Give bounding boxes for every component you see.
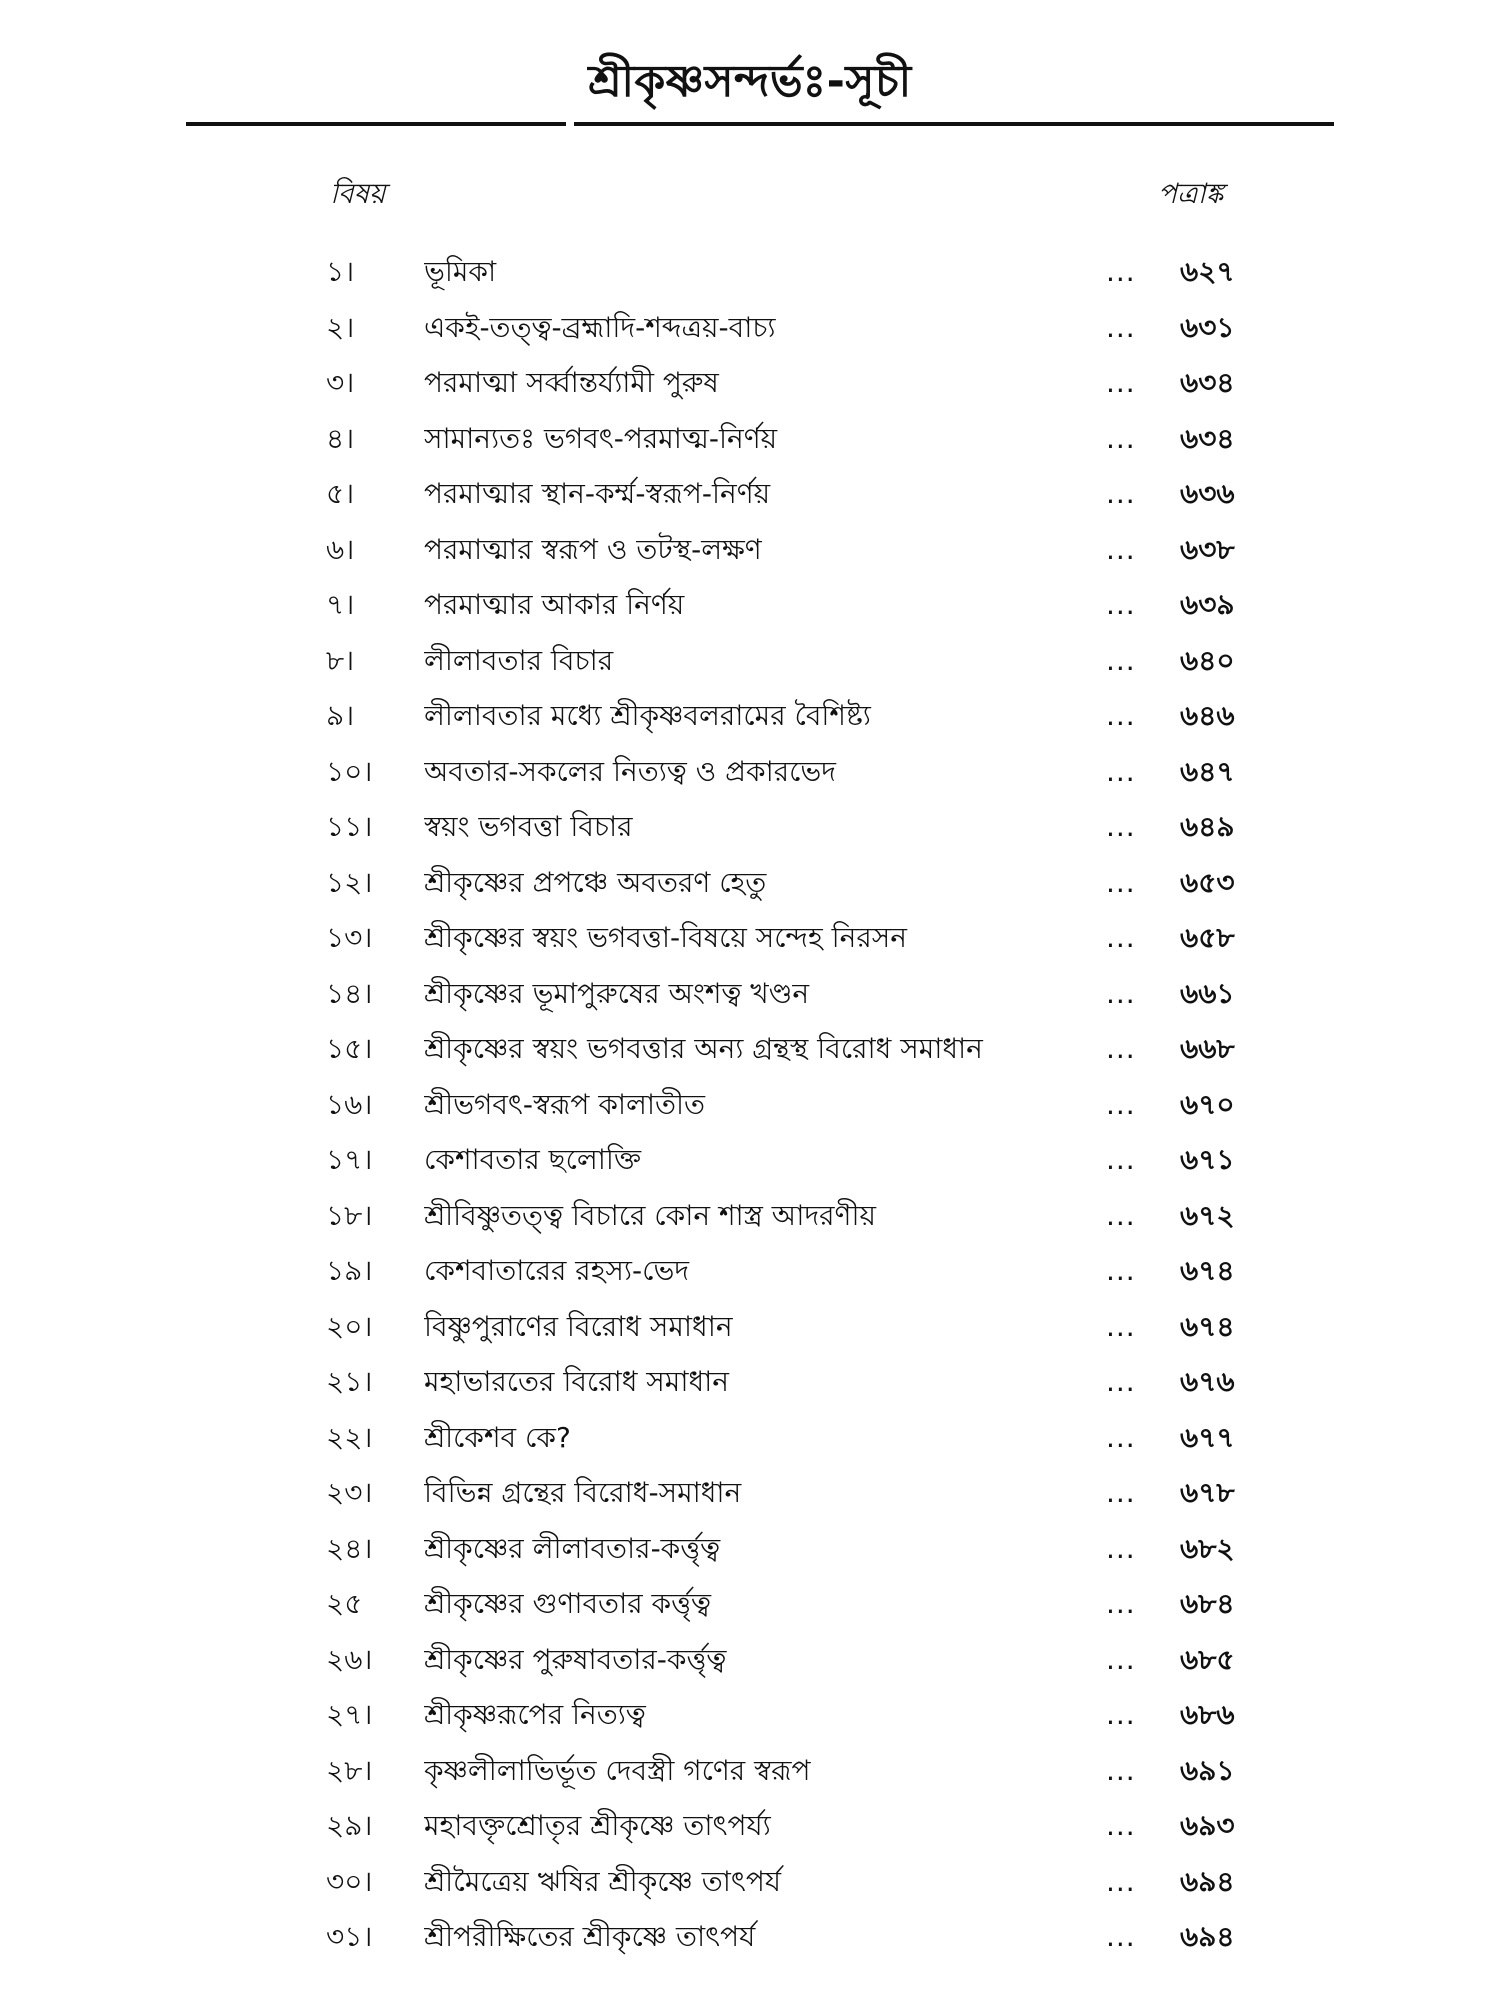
entry-title: শ্রীকৃষ্ণের ভূমাপুরুষের অংশত্ব খণ্ডন: [424, 976, 810, 1010]
entry-title: পরমাত্মার স্থান-কর্ম্ম-স্বরূপ-নির্ণয়: [424, 477, 771, 510]
entry-page-number: ৬৮২: [1180, 1531, 1235, 1565]
entry-page-number: ৬৩৮: [1180, 532, 1235, 566]
entry-number: ২২।: [326, 1420, 373, 1454]
entry-number: ১৮।: [326, 1198, 373, 1232]
entry-number: ১০।: [326, 754, 373, 788]
entry-leader-dots: ...: [1106, 1198, 1136, 1232]
entry-page-number: ৬৭২: [1180, 1198, 1235, 1232]
entry-number: ৬।: [326, 532, 355, 566]
list-item: [0, 363, 1500, 419]
entry-page-number: ৬৪৬: [1180, 699, 1235, 732]
entry-number: ২১।: [326, 1365, 373, 1398]
entry-page-number: ৬৫৩: [1180, 865, 1235, 899]
list-item: [0, 1307, 1500, 1363]
entry-title: শ্রীমৈত্রেয় ঋষির শ্রীকৃষ্ণে তাৎপর্য: [424, 1864, 781, 1898]
entry-title: শ্রীবিষ্ণুতত্ত্ব বিচারে কোন শাস্ত্র আদরণীয়: [424, 1198, 876, 1232]
entry-page-number: ৬৭১: [1180, 1143, 1235, 1176]
list-item: [0, 308, 1500, 364]
entry-leader-dots: ...: [1106, 477, 1136, 510]
title-rule-right: [574, 122, 1334, 126]
entry-page-number: ৬৮৪: [1180, 1587, 1235, 1620]
entry-number: ১৫।: [326, 1032, 373, 1065]
entry-leader-dots: ...: [1106, 1420, 1136, 1454]
list-item: [0, 752, 1500, 808]
entry-page-number: ৬৭৪: [1180, 1309, 1235, 1343]
entry-number: ১২।: [326, 865, 373, 899]
entry-leader-dots: ...: [1106, 810, 1136, 843]
entry-number: ১।: [326, 255, 355, 288]
entry-page-number: ৬৩৯: [1180, 588, 1235, 621]
entry-number: ১৪।: [326, 976, 373, 1010]
column-header-subject: বিষয়: [330, 177, 386, 210]
entry-leader-dots: ...: [1106, 1809, 1136, 1842]
page-title: শ্রীকৃষ্ণসন্দর্ভঃ-সূচী: [588, 56, 912, 107]
list-item: [0, 474, 1500, 530]
list-item: [0, 1029, 1500, 1085]
entry-number: ২৪।: [326, 1531, 373, 1565]
entry-number: ২৭।: [326, 1698, 373, 1731]
list-item: [0, 1140, 1500, 1196]
entry-page-number: ৬৪৯: [1180, 810, 1235, 843]
entry-number: ২।: [326, 310, 355, 344]
entry-number: ২৯।: [326, 1809, 373, 1842]
entry-leader-dots: ...: [1106, 1587, 1136, 1620]
entry-title: পরমাত্মার আকার নির্ণয়: [424, 588, 685, 621]
entry-page-number: ৬৮৫: [1180, 1642, 1235, 1676]
entry-title: শ্রীপরীক্ষিতের শ্রীকৃষ্ণে তাৎপর্য: [424, 1920, 756, 1953]
entry-page-number: ৬৩১: [1180, 310, 1235, 344]
entry-title: শ্রীকৃষ্ণের স্বয়ং ভগবত্তা-বিষয়ে সন্দেহ নিরসন: [424, 921, 907, 954]
entry-leader-dots: ...: [1106, 588, 1136, 621]
list-item: [0, 1529, 1500, 1585]
entry-leader-dots: ...: [1106, 1864, 1136, 1898]
entry-title: শ্রীকৃষ্ণের পুরুষাবতার-কর্ত্তৃত্ব: [424, 1642, 727, 1676]
entry-number: ৭।: [326, 588, 355, 621]
list-item: [0, 1806, 1500, 1862]
entry-title: মহাভারতের বিরোধ সমাধান: [424, 1365, 729, 1398]
list-item: [0, 863, 1500, 919]
entry-title: শ্রীকৃষ্ণের গুণাবতার কর্ত্তৃত্ব: [424, 1587, 712, 1620]
entry-leader-dots: ...: [1106, 1476, 1136, 1509]
list-item: [0, 641, 1500, 697]
entry-page-number: ৬৭৮: [1180, 1476, 1235, 1509]
list-item: [0, 1473, 1500, 1529]
entry-number: ২০।: [326, 1309, 373, 1343]
entry-title: কৃষ্ণলীলাভির্ভূত দেবস্ত্রী গণের স্বরূপ: [424, 1753, 811, 1787]
list-item: [0, 1085, 1500, 1141]
list-item: [0, 918, 1500, 974]
entry-title: কেশাবতার ছলোক্তি: [424, 1143, 642, 1176]
list-item: [0, 1695, 1500, 1751]
entry-number: ৯।: [326, 699, 355, 732]
entry-page-number: ৬৯৩: [1180, 1809, 1235, 1842]
entry-number: ১৭।: [326, 1143, 373, 1176]
entry-title: পরমাত্মার স্বরূপ ও তটস্থ-লক্ষণ: [424, 532, 762, 566]
entry-number: ৮।: [326, 643, 355, 677]
entry-number: ৫।: [326, 477, 355, 510]
entry-leader-dots: ...: [1106, 1365, 1136, 1398]
list-item: [0, 530, 1500, 586]
entry-number: ২৮।: [326, 1753, 373, 1787]
entry-leader-dots: ...: [1106, 1531, 1136, 1565]
entry-leader-dots: ...: [1106, 255, 1136, 288]
list-item: [0, 1196, 1500, 1252]
entry-page-number: ৬৯৪: [1180, 1864, 1235, 1898]
list-item: [0, 1917, 1500, 1973]
list-item: [0, 1862, 1500, 1918]
entry-leader-dots: ...: [1106, 1254, 1136, 1287]
entry-leader-dots: ...: [1106, 1698, 1136, 1731]
entry-leader-dots: ...: [1106, 754, 1136, 788]
entry-number: ২৫: [326, 1587, 363, 1620]
list-item: [0, 585, 1500, 641]
entry-page-number: ৬৩৪: [1180, 421, 1235, 455]
list-item: [0, 807, 1500, 863]
entry-leader-dots: ...: [1106, 532, 1136, 566]
entry-title: একই-তত্ত্ব-ব্রহ্মাদি-শব্দত্রয়-বাচ্য: [424, 310, 776, 344]
entry-page-number: ৬৩৬: [1180, 477, 1235, 510]
entry-page-number: ৬৭০: [1180, 1087, 1235, 1121]
entry-leader-dots: ...: [1106, 421, 1136, 455]
entry-title: পরমাত্মা সর্ব্বান্তর্য্যামী পুরুষ: [424, 366, 719, 399]
list-item: [0, 1251, 1500, 1307]
entry-title: কেশবাতারের রহস্য-ভেদ: [424, 1254, 690, 1287]
entry-leader-dots: ...: [1106, 310, 1136, 344]
entry-page-number: ৬৭৬: [1180, 1365, 1235, 1398]
entry-leader-dots: ...: [1106, 1143, 1136, 1176]
list-item: [0, 1751, 1500, 1807]
entry-title: শ্রীকৃষ্ণের লীলাবতার-কর্ত্তৃত্ব: [424, 1531, 721, 1565]
entry-leader-dots: ...: [1106, 643, 1136, 677]
entry-number: ৩।: [326, 366, 355, 399]
entry-number: ৩০।: [326, 1864, 373, 1898]
entry-number: ২৬।: [326, 1642, 373, 1676]
entry-number: ৩১।: [326, 1920, 373, 1953]
entry-page-number: ৬৯১: [1180, 1753, 1235, 1787]
entry-leader-dots: ...: [1106, 1920, 1136, 1953]
list-item: [0, 974, 1500, 1030]
entry-title: শ্রীভগবৎ-স্বরূপ কালাতীত: [424, 1087, 706, 1121]
entry-page-number: ৬৭৭: [1180, 1420, 1235, 1454]
list-item: [0, 1640, 1500, 1696]
entry-page-number: ৬৫৮: [1180, 921, 1235, 954]
entry-page-number: ৬৭৪: [1180, 1254, 1235, 1287]
entry-title: সামান্যতঃ ভগবৎ-পরমাত্ম-নির্ণয়: [424, 421, 778, 455]
entry-page-number: ৬৮৬: [1180, 1698, 1235, 1731]
entry-page-number: ৬৪০: [1180, 643, 1235, 677]
entry-title: শ্রীকেশব কে?: [424, 1420, 571, 1454]
entry-leader-dots: ...: [1106, 1032, 1136, 1065]
title-rule-left: [186, 122, 566, 126]
entry-page-number: ৬৬৮: [1180, 1032, 1235, 1065]
entry-title: মহাবক্তৃশ্রোতৃর শ্রীকৃষ্ণে তাৎপর্য্য: [424, 1809, 771, 1842]
list-item: [0, 252, 1500, 308]
column-header-page: পত্রাঙ্ক: [1158, 177, 1224, 210]
entry-title: শ্রীকৃষ্ণরূপের নিত্যত্ব: [424, 1698, 646, 1731]
entry-title: বিভিন্ন গ্রন্থের বিরোধ-সমাধান: [424, 1476, 742, 1509]
entry-page-number: ৬৪৭: [1180, 754, 1235, 788]
entry-number: ২৩।: [326, 1476, 373, 1509]
entry-title: শ্রীকৃষ্ণের স্বয়ং ভগবত্তার অন্য গ্রন্থস্থ বিরোধ সমাধান: [424, 1032, 983, 1065]
entry-page-number: ৬৯৪: [1180, 1920, 1235, 1953]
entry-number: ১৯।: [326, 1254, 373, 1287]
list-item: [0, 1584, 1500, 1640]
entry-leader-dots: ...: [1106, 1087, 1136, 1121]
entry-page-number: ৬২৭: [1180, 255, 1235, 288]
list-item: [0, 419, 1500, 475]
list-item: [0, 1362, 1500, 1418]
entry-leader-dots: ...: [1106, 699, 1136, 732]
entry-page-number: ৬৩৪: [1180, 366, 1235, 399]
entry-leader-dots: ...: [1106, 1753, 1136, 1787]
entry-page-number: ৬৬১: [1180, 976, 1235, 1010]
entry-leader-dots: ...: [1106, 921, 1136, 954]
entry-title: ভূমিকা: [424, 255, 497, 288]
entry-number: ৪।: [326, 421, 355, 455]
entry-leader-dots: ...: [1106, 366, 1136, 399]
toc-list: [0, 252, 1500, 1973]
entry-number: ১৩।: [326, 921, 373, 954]
entry-number: ১১।: [326, 810, 373, 843]
list-item: [0, 1418, 1500, 1474]
list-item: [0, 696, 1500, 752]
entry-title: অবতার-সকলের নিত্যত্ব ও প্রকারভেদ: [424, 754, 836, 788]
entry-leader-dots: ...: [1106, 1642, 1136, 1676]
entry-title: শ্রীকৃষ্ণের প্রপঞ্চে অবতরণ হেতু: [424, 865, 767, 899]
entry-number: ১৬।: [326, 1087, 373, 1121]
entry-leader-dots: ...: [1106, 865, 1136, 899]
entry-title: স্বয়ং ভগবত্তা বিচার: [424, 810, 633, 843]
entry-title: লীলাবতার মধ্যে শ্রীকৃষ্ণবলরামের বৈশিষ্ট্য: [424, 699, 871, 732]
entry-leader-dots: ...: [1106, 1309, 1136, 1343]
entry-title: লীলাবতার বিচার: [424, 643, 614, 677]
entry-leader-dots: ...: [1106, 976, 1136, 1010]
entry-title: বিষ্ণুপুরাণের বিরোধ সমাধান: [424, 1309, 733, 1343]
